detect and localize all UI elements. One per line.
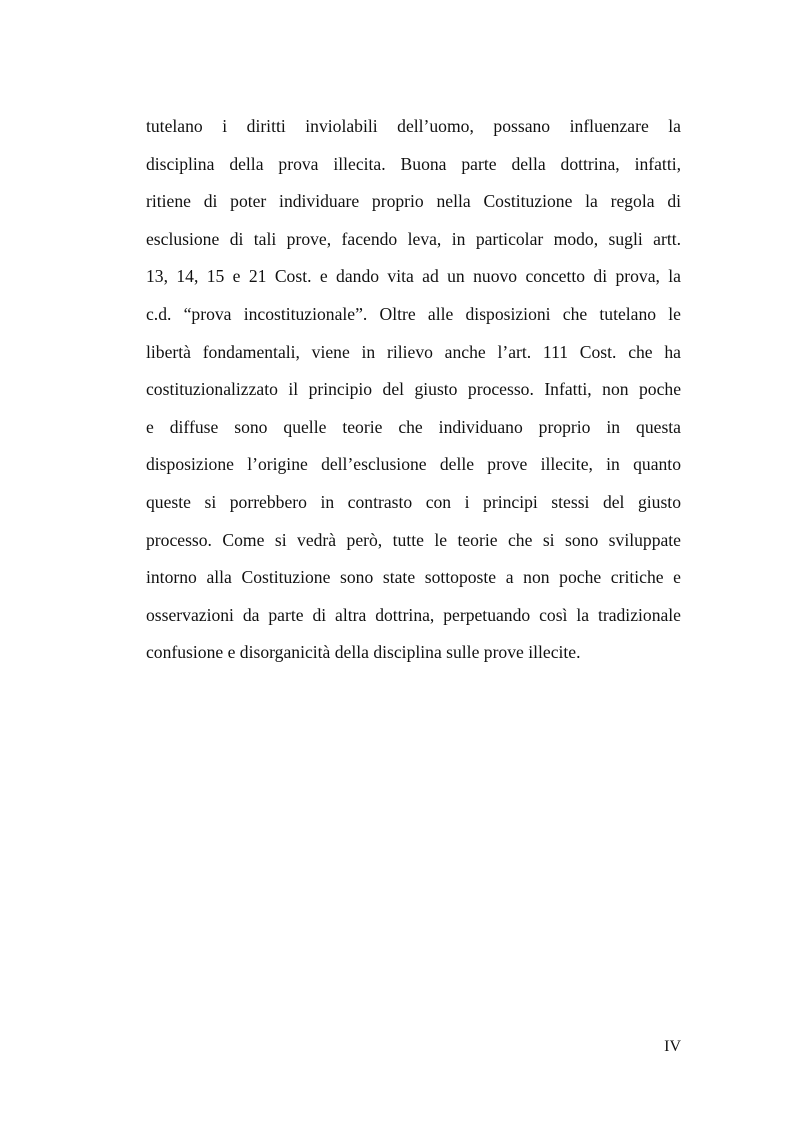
paragraph-line: 13, 14, 15 e 21 Cost. e dando vita ad un nuovo concetto di prova, la	[146, 266, 681, 287]
paragraph-line: queste si porrebbero in contrasto con i principi stessi del giusto	[146, 491, 681, 512]
paragraph-line: osservazioni da parte di altra dottrina, perpetuando così la tradizionale	[146, 604, 681, 625]
body-paragraph	[146, 108, 681, 672]
paragraph-line: confusione e disorganicità della disciplina sulle prove illecite.	[146, 642, 581, 663]
paragraph-line: ritiene di poter individuare proprio nella Costituzione la regola di	[146, 191, 681, 212]
paragraph-line: libertà fondamentali, viene in rilievo anche l’art. 111 Cost. che ha	[146, 341, 681, 362]
paragraph-line: costituzionalizzato il principio del giusto processo. Infatti, non poche	[146, 379, 681, 400]
page-number: IV	[664, 1038, 681, 1055]
paragraph-line: disposizione l’origine dell’esclusione delle prove illecite, in quanto	[146, 454, 681, 475]
paragraph-line: intorno alla Costituzione sono state sottoposte a non poche critiche e	[146, 567, 681, 588]
paragraph-line: processo. Come si vedrà però, tutte le teorie che si sono sviluppate	[146, 529, 681, 550]
paragraph-line: esclusione di tali prove, facendo leva, in particolar modo, sugli artt.	[146, 228, 681, 249]
paragraph-line: tutelano i diritti inviolabili dell’uomo, possano influenzare la	[146, 116, 681, 136]
paragraph-line: e diffuse sono quelle teorie che individuano proprio in questa	[146, 416, 681, 437]
paragraph-line: disciplina della prova illecita. Buona parte della dottrina, infatti,	[146, 153, 681, 174]
paragraph-line: c.d. “prova incostituzionale”. Oltre alle disposizioni che tutelano le	[146, 303, 681, 324]
